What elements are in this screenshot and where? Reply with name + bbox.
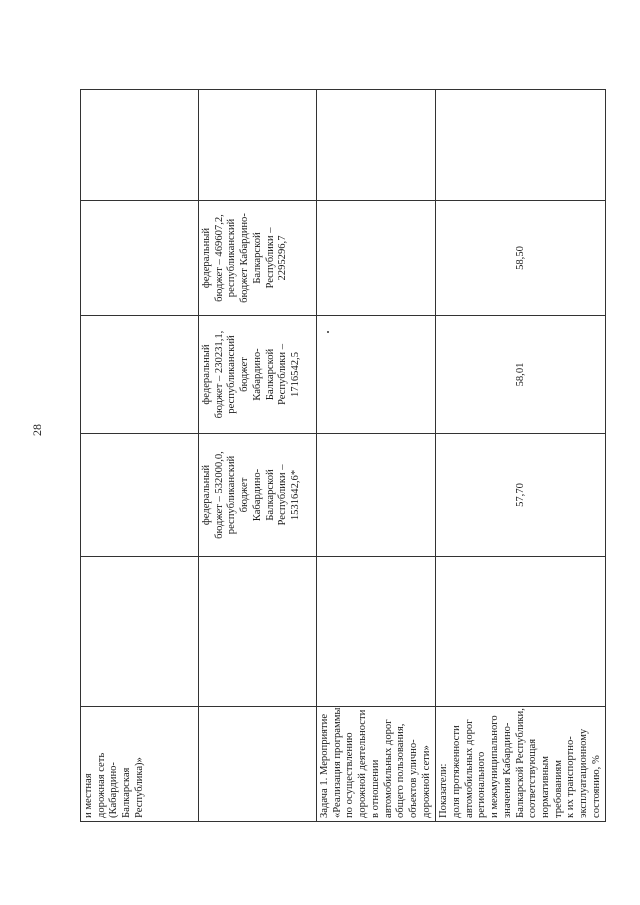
budget-table xyxy=(80,89,606,822)
indicator-value-year3: 58,50 xyxy=(436,201,606,316)
table-cell xyxy=(81,557,199,707)
table-row xyxy=(436,90,606,822)
table-cell xyxy=(317,90,436,201)
table-cell xyxy=(199,707,317,822)
table-row xyxy=(81,90,199,822)
budget-cell-year3: федеральный бюджет – 469607,2, республиканский бюджет Кабардино- Балкарской Республики – 2295296,7 xyxy=(199,201,317,316)
budget-cell-year2: федеральный бюджет – 230231,1, республиканский бюджет Кабардино- Балкарской Республики – 1716542,5 xyxy=(199,316,317,434)
table-cell xyxy=(81,434,199,557)
page-number: 28 xyxy=(30,424,44,436)
table-cell xyxy=(81,316,199,434)
table-cell xyxy=(199,557,317,707)
table-cell xyxy=(317,201,436,316)
indicator-value-year2: 58,01 xyxy=(436,316,606,434)
table-cell xyxy=(81,201,199,316)
table-cell xyxy=(317,434,436,557)
indicator-description-cell: Показатели: доля протяженности автомобильных дорог регионального и межмуниципального значения Кабардино- Балкарской Республики, соответствующая нормативным требованиям к их транспортно- эксплуатационному состоянию, % xyxy=(436,707,606,822)
task-description-cell: Задача 1. Мероприятие «Реализация программы по осуществлению дорожной деятельности в отношении автомобильных дорог общего пользования, объектов улично- дорожной сети» xyxy=(317,707,436,822)
table-cell xyxy=(317,316,436,434)
row-name-cell: и местная дорожная сеть (Кабардино- Балкарская Республика)» xyxy=(81,707,199,822)
indicator-value-year1: 57,70 xyxy=(436,434,606,557)
budget-cell-year1: федеральный бюджет – 532000,0, республиканский бюджет Кабардино- Балкарской Республики – 1531642,6* xyxy=(199,434,317,557)
table-cell xyxy=(199,90,317,201)
stray-mark xyxy=(327,331,329,333)
table-row xyxy=(199,90,317,822)
table-cell xyxy=(436,557,606,707)
table-cell xyxy=(436,90,606,201)
table-row xyxy=(317,90,436,822)
table-cell xyxy=(317,557,436,707)
table-cell xyxy=(81,90,199,201)
